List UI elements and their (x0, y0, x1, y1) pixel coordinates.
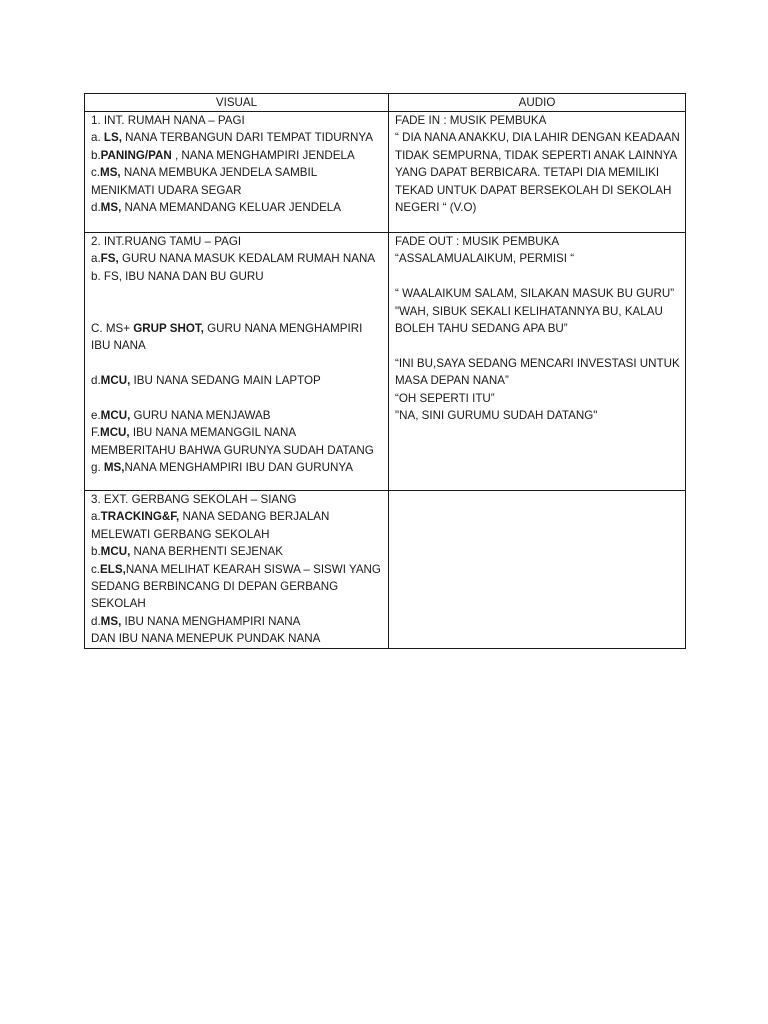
scene-1-title: 1. INT. RUMAH NANA – PAGI (91, 114, 245, 127)
scene-2-shot-b: b. FS, IBU NANA DAN BU GURU (91, 269, 264, 283)
scene-2-shot-g: g. MS,NANA MENGHAMPIRI IBU DAN GURUNYA (91, 461, 353, 475)
scene-3-shot-d-continued: DAN IBU NANA MENEPUK PUNDAK NANA (91, 632, 321, 646)
shot-type: MCU, (100, 545, 131, 559)
scene-2-audio-cell (389, 233, 686, 491)
spacer (91, 390, 383, 407)
scene-3-audio-cell (389, 491, 686, 649)
spacer (91, 285, 383, 320)
scene-1-shot-b: b.PANING/PAN , NANA MENGHAMPIRI JENDELA (91, 148, 355, 162)
shot-type: MS, (100, 201, 122, 215)
scene-1-voice-over: “ DIA NANA ANAKKU, DIA LAHIR DENGAN KEADAAN TIDAK SEMPURNA, TIDAK SEPERTI ANAK LAINNYA YANG DAPAT BERBICARA. TETAPI DIA MEMILIKI TEKAD UNTUK DAPAT BERSEKOLAH DI SEKOLAH NEGERI “ (V.O) (395, 131, 680, 215)
shot-type: MCU, (100, 426, 130, 440)
scene-1-audio-cue: FADE IN : MUSIK PEMBUKA (395, 114, 547, 127)
shot-type: FS, (100, 252, 119, 266)
spacer (395, 337, 680, 354)
scene-2-shot-a: a.FS, GURU NANA MASUK KEDALAM RUMAH NANA (91, 252, 376, 266)
scene-2-title: 2. INT.RUANG TAMU – PAGI (91, 235, 242, 248)
scene-2-dialogue-1: “ASSALAMUALAIKUM, PERMISI “ (395, 252, 575, 266)
scene-2-audio-cue: FADE OUT : MUSIK PEMBUKA (395, 235, 560, 248)
scene-2-shot-e: e.MCU, GURU NANA MENJAWAB (91, 409, 271, 423)
scene-row-3 (85, 491, 686, 649)
scene-3-shot-b: b.MCU, NANA BERHENTI SEJENAK (91, 545, 283, 559)
scene-row-2 (85, 233, 686, 491)
scene-1-shot-a: a. LS, NANA TERBANGUN DARI TEMPAT TIDURNYA (91, 131, 373, 145)
shot-type: MS, (100, 166, 121, 180)
scene-1-shot-c: c.MS, NANA MEMBUKA JENDELA SAMBIL MENIKMATI UDARA SEGAR (91, 166, 317, 197)
scene-3-shot-c: c.ELS,NANA MELIHAT KEARAH SISWA – SISWI YANG SEDANG BERBINCANG DI DEPAN GERBANG SEKOLAH (91, 562, 381, 611)
shot-type: LS, (103, 131, 122, 145)
scene-2-dialogue-2: “ WAALAIKUM SALAM, SILAKAN MASUK BU GURU” (395, 287, 675, 301)
scene-3-title: 3. EXT. GERBANG SEKOLAH – SIANG (91, 493, 297, 506)
shot-type: MS, (103, 461, 125, 475)
shot-type: ELS, (100, 562, 126, 576)
scene-2-shot-d: d.MCU, IBU NANA SEDANG MAIN LAPTOP (91, 374, 321, 388)
scene-2-dialogue-4: “INI BU,SAYA SEDANG MENCARI INVESTASI UNTUK MASA DEPAN NANA” (395, 356, 680, 388)
scene-1-visual-cell (85, 112, 389, 233)
spacer (91, 355, 383, 372)
scene-2-dialogue-5: “OH SEPERTI ITU” (395, 391, 495, 405)
shot-type: MS, (100, 614, 122, 628)
scene-1-audio-cell (389, 112, 686, 233)
shot-type: TRACKING&F, (100, 510, 180, 524)
visual-column-header: VISUAL (85, 94, 389, 112)
scene-1-shot-d: d.MS, NANA MEMANDANG KELUAR JENDELA (91, 201, 341, 215)
scene-3-visual-cell (85, 491, 389, 649)
scene-3-shot-d: d.MS, IBU NANA MENGHAMPIRI NANA (91, 614, 301, 628)
scene-2-dialogue-6: "NA, SINI GURUMU SUDAH DATANG" (395, 409, 598, 423)
scene-2-visual-cell (85, 233, 389, 491)
storyboard-table (84, 93, 686, 649)
header-row (85, 94, 686, 112)
scene-2-shot-c: C. MS+ GRUP SHOT, GURU NANA MENGHAMPIRI IBU NANA (91, 322, 363, 353)
shot-type: MCU, (100, 409, 131, 423)
scene-row-1 (85, 112, 686, 233)
spacer (395, 268, 680, 285)
shot-type: GRUP SHOT, (133, 322, 204, 336)
scene-2-dialogue-3: "WAH, SIBUK SEKALI KELIHATANNYA BU, KALAU BOLEH TAHU SEDANG APA BU” (395, 304, 663, 336)
scene-3-shot-a: a.TRACKING&F, NANA SEDANG BERJALAN MELEWATI GERBANG SEKOLAH (91, 510, 330, 541)
scene-2-shot-f: F.MCU, IBU NANA MEMANGGIL NANA MEMBERITAHU BAHWA GURUNYA SUDAH DATANG (91, 426, 374, 457)
shot-type: PANING/PAN (100, 148, 172, 162)
audio-column-header: AUDIO (389, 94, 686, 112)
shot-type: MCU, (100, 374, 131, 388)
